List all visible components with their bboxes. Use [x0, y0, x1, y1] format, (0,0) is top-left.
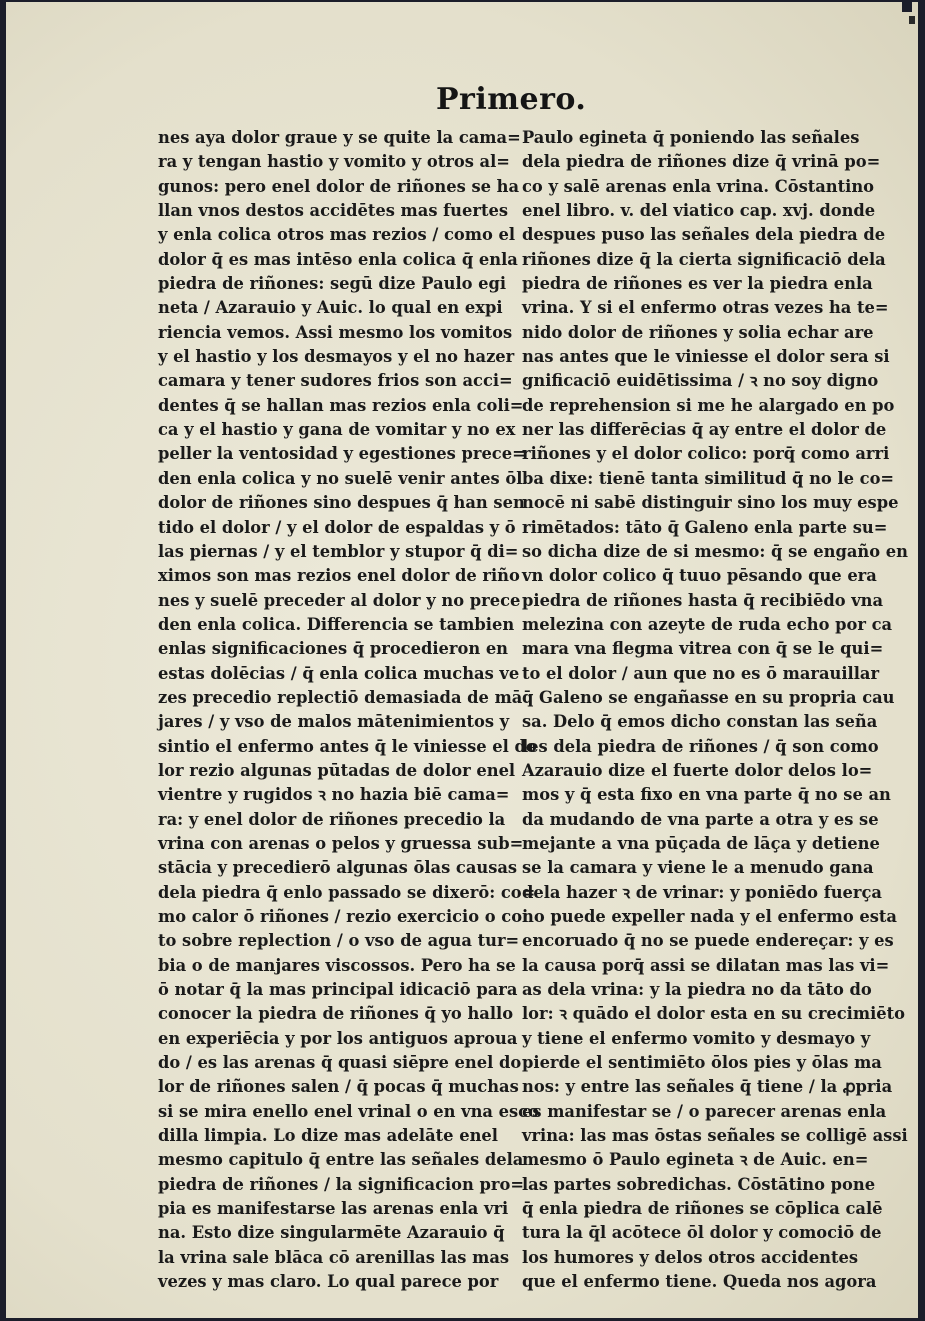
text-line: vrina: las mas ōstas señales se colligē assi: [522, 1126, 908, 1146]
text-line: nocē ni sabē distinguir sino los muy espe: [522, 493, 899, 513]
text-line: dela piedra de riñones dize q̄ vrinā po=: [522, 152, 881, 172]
text-line: mara vna flegma vitrea con q̄ se le qui=: [522, 639, 884, 659]
text-line: las piernas / y el temblor y stupor q̄ di=: [158, 541, 519, 561]
right-column: [522, 126, 908, 1295]
text-line: las partes sobredichas. Cōstātino pone: [522, 1174, 876, 1194]
text-line: vientre y rugidos ꝛ no hazia biē cama=: [158, 785, 510, 805]
text-line: lor rezio algunas pūtadas de dolor enel: [158, 760, 516, 780]
text-line: despues puso las señales dela piedra de: [522, 225, 886, 245]
text-line: los humores y delos otros accidentes: [522, 1247, 858, 1267]
text-line: q̄ enla piedra de riñones se cōplica calē: [522, 1199, 883, 1219]
text-line: nes aya dolor graue y se quite la cama=: [158, 128, 521, 147]
text-line: ca y el hastio y gana de vomitar y no ex: [158, 420, 516, 440]
text-line: mo calor ō riñones / rezio exercicio o coi: [158, 907, 529, 926]
text-line: piedra de riñones hasta q̄ recibiēdo vna: [522, 590, 884, 610]
text-line: zes precedio replectiō demasiada de mā: [158, 687, 523, 707]
text-line: peller la ventosidad y egestiones prece=: [158, 444, 526, 464]
text-line: gunos: pero enel dolor de riñones se ha: [158, 176, 520, 196]
text-line: la vrina sale blāca cō arenillas las mas: [158, 1247, 510, 1267]
text-line: stācia y precedierō algunas ōlas causas: [158, 858, 518, 878]
text-line: vrina con arenas o pelos y gruessa sub=: [158, 833, 524, 853]
text-line: dolor q̄ es mas intēso enla colica q̄ enla: [158, 249, 518, 269]
text-line: da mudando de vna parte a otra y es se: [522, 809, 879, 829]
text-line: bia o de manjares viscossos. Pero ha se: [158, 955, 516, 975]
text-line: piedra de riñones es ver la piedra enla: [522, 274, 873, 294]
text-line: encoruado q̄ no se puede endereçar: y es: [522, 931, 894, 951]
text-line: neta / Azarauio y Auic. lo qual en expi: [158, 298, 503, 318]
text-line: en experiēcia y por los antiguos aproua: [158, 1028, 518, 1048]
text-line: se la camara y viene le a menudo gana: [522, 858, 874, 878]
text-line: mesmo capitulo q̄ entre las señales dela: [158, 1150, 524, 1170]
text-line: dela hazer ꝛ de vrinar: y poniēdo fuerça: [522, 882, 882, 902]
scan-mark: [909, 16, 915, 24]
text-line: piedra de riñones: segū dize Paulo egi: [158, 274, 507, 294]
text-line: melezina con azeyte de ruda echo por ca: [522, 614, 893, 634]
text-line: gnificaciō euidētissima / ꝛ no soy digno: [522, 371, 879, 391]
text-line: vn dolor colico q̄ tuuo pēsando que era: [522, 566, 877, 586]
text-line: ba dixe: tienē tanta similitud q̄ no le co=: [522, 468, 895, 488]
text-line: tido el dolor / y el dolor de espaldas y ō: [158, 517, 516, 537]
text-line: riñones dize q̄ la cierta significaciō dela: [522, 249, 886, 269]
text-line: vezes y mas claro. Lo qual parece por: [158, 1272, 499, 1292]
text-line: ō notar q̄ la mas principal idicaciō para: [158, 980, 518, 1000]
page-corner: [902, 2, 912, 12]
text-line: q̄ Galeno se engañasse en su propria cau: [522, 687, 895, 707]
text-line: lor: ꝛ quādo el dolor esta en su crecimiēto: [522, 1004, 906, 1024]
text-line: jares / y vso de malos mātenimientos y: [158, 712, 510, 732]
text-line: llan vnos destos accidētes mas fuertes: [158, 201, 508, 221]
text-line: que el enfermo tiene. Queda nos agora: [522, 1272, 877, 1292]
text-line: dentes q̄ se hallan mas rezios enla coli=: [158, 395, 524, 415]
text-line: do / es las arenas q̄ quasi siēpre enel do: [158, 1053, 522, 1073]
text-line: ra: y enel dolor de riñones precedio la: [158, 809, 506, 829]
text-line: co y salē arenas enla vrina. Cōstantino: [522, 176, 875, 196]
text-line: dilla limpia. Lo dize mas adelāte enel: [158, 1126, 498, 1146]
text-line: Azarauio dize el fuerte dolor delos lo=: [522, 760, 873, 780]
text-line: mos y q̄ esta fixo en vna parte q̄ no se an: [522, 785, 891, 805]
text-line: camara y tener sudores frios son acci=: [158, 371, 513, 391]
text-line: dolor de riñones sino despues q̄ han sen: [158, 493, 525, 513]
text-line: y el hastio y los desmayos y el no hazer: [158, 347, 515, 367]
text-line: sintio el enfermo antes q̄ le viniesse el do: [158, 736, 537, 756]
text-line: dela piedra q̄ enlo passado se dixerō: co=: [158, 882, 536, 902]
text-line: nas antes que le viniesse el dolor sera si: [522, 347, 890, 367]
text-line: conocer la piedra de riñones q̄ yo hallo: [158, 1004, 514, 1024]
text-line: de reprehension si me he alargado en po: [522, 395, 895, 415]
text-line: na. Esto dize singularmēte Azarauio q̄: [158, 1223, 505, 1243]
text-line: ra y tengan hastio y vomito y otros al=: [158, 152, 510, 172]
manuscript-page: [6, 2, 918, 1318]
text-line: enel libro. v. del viatico cap. xvj. donde: [522, 201, 876, 221]
text-line: as dela vrina: y la piedra no da tāto do: [522, 980, 872, 1000]
text-line: tura la q̄l acōtece ōl dolor y comociō de: [522, 1223, 882, 1243]
text-line: estas dolēcias / q̄ enla colica muchas ve: [158, 663, 520, 683]
text-line: to sobre replection / o vso de agua tur=: [158, 931, 520, 951]
text-line: si se mira enello enel vrinal o en vna esco: [158, 1101, 539, 1121]
text-line: vrina. Y si el enfermo otras vezes ha te=: [522, 298, 889, 318]
text-line: nos: y entre las señales q̄ tiene / la ꝓpria: [522, 1077, 893, 1097]
text-line: la causa porq̄ assi se dilatan mas las vi=: [522, 955, 890, 975]
text-line: pia es manifestarse las arenas enla vri: [158, 1199, 509, 1219]
text-line: y tiene el enfermo vomito y desmayo y: [522, 1028, 871, 1048]
text-line: es manifestar se / o parecer arenas enla: [522, 1101, 887, 1121]
left-column: [158, 126, 539, 1295]
text-line: riñones y el dolor colico: porq̄ como arri: [522, 444, 890, 464]
text-line: rimētados: tāto q̄ Galeno enla parte su=: [522, 517, 888, 537]
text-line: riencia vemos. Assi mesmo los vomitos: [158, 322, 513, 342]
text-line: y enla colica otros mas rezios / como el: [158, 225, 516, 245]
text-line: Paulo egineta q̄ poniendo las señales: [522, 128, 860, 147]
text-line: to el dolor / aun que no es ō marauillar: [522, 663, 880, 683]
text-line: sa. Delo q̄ emos dicho constan las seña: [522, 712, 878, 732]
text-line: ximos son mas rezios enel dolor de riño: [158, 566, 520, 586]
text-line: enlas significaciones q̄ procedieron en: [158, 639, 509, 659]
text-line: mejante a vna pūçada de lāça y detiene: [522, 833, 880, 853]
text-line: piedra de riñones / la significacion pro=: [158, 1174, 525, 1194]
text-line: den enla colica y no suelē venir antes ōl: [158, 468, 523, 488]
text-line: lor de riñones salen / q̄ pocas q̄ muchas: [158, 1077, 519, 1097]
text-line: pierde el sentimiēto ōlos pies y ōlas ma: [522, 1053, 882, 1073]
text-line: no puede expeller nada y el enfermo esta: [522, 907, 897, 926]
text-line: nes y suelē preceder al dolor y no prece: [158, 590, 521, 610]
text-line: mesmo ō Paulo egineta ꝛ de Auic. en=: [522, 1150, 869, 1170]
text-line: les dela piedra de riñones / q̄ son como: [522, 736, 879, 756]
text-line: so dicha dize de si mesmo: q̄ se engaño en: [522, 541, 908, 561]
text-line: nido dolor de riñones y solia echar are: [522, 322, 874, 342]
page-header: Primero.: [436, 82, 587, 117]
text-line: den enla colica. Differencia se tambien: [158, 614, 515, 634]
text-line: ner las differēcias q̄ ay entre el dolor de: [522, 420, 887, 440]
